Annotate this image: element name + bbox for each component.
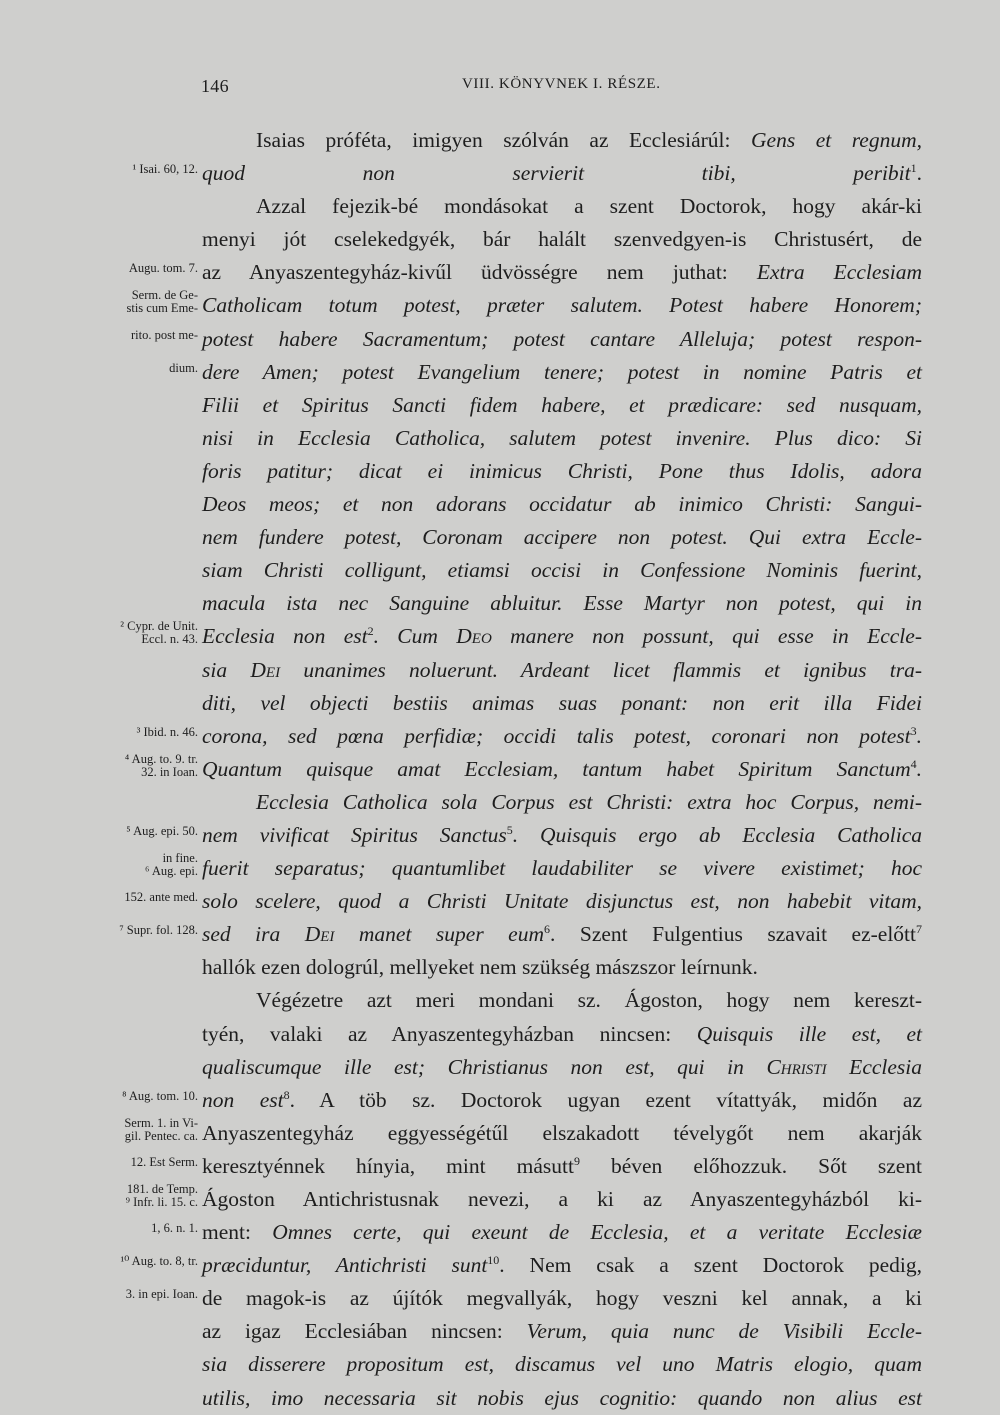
- text-run: nem fundere potest, Coronam accipere non potest. Qui extra Eccle-: [202, 525, 922, 550]
- text-line: [202, 488, 922, 521]
- line-content: [202, 654, 922, 687]
- text-run: siam Christi colligunt, etiamsi occisi in Confessione Nominis fuerint,: [202, 558, 922, 583]
- text-line: [122, 1084, 922, 1117]
- text-run: Ecclesia: [826, 1054, 923, 1079]
- text-line: [202, 1315, 922, 1348]
- text-line: [125, 1182, 922, 1216]
- text-run: sia: [202, 657, 251, 682]
- text-line: [202, 455, 922, 488]
- line-content: [202, 323, 922, 356]
- line-content: [202, 157, 922, 190]
- text-line: [202, 1018, 922, 1051]
- text-line: [202, 984, 922, 1017]
- text-line: [119, 918, 923, 951]
- line-content: [202, 587, 922, 620]
- text-line: [202, 654, 922, 687]
- line-content: [202, 455, 922, 488]
- text-run: corona, sed pœna perfidiæ; occidi talis potest, coronari non potest: [202, 723, 911, 748]
- line-content: [202, 951, 758, 984]
- line-content: [202, 1018, 922, 1051]
- text-line: [128, 256, 922, 289]
- text-run: quod non servierit tibi, peribit: [202, 161, 911, 186]
- footnote-ref: 2: [367, 624, 374, 639]
- text-line: [130, 1150, 922, 1183]
- text-line: [202, 223, 922, 256]
- text-run: tyén, valaki az Anyaszentegyházban nincsen:: [202, 1021, 697, 1046]
- running-title: VIII. KÖNYVNEK I. RÉSZE.: [462, 76, 661, 92]
- line-content: [202, 720, 922, 753]
- text-line: [202, 1382, 922, 1415]
- text-line: [202, 786, 922, 819]
- margin-note: 12. Est Serm.: [130, 1154, 198, 1169]
- text-line: [202, 124, 922, 157]
- line-content: [202, 1117, 922, 1150]
- text-run: utilis, imo necessaria sit nobis ejus cognitio: quando non alius est: [202, 1385, 922, 1410]
- line-content: [202, 124, 922, 157]
- footnote-ref: 8: [283, 1087, 290, 1102]
- text-run: solo scelere, quod a Christi Unitate disjunctus est, non habebit vitam,: [202, 889, 922, 914]
- text-run: nisi in Ecclesia Catholica, salutem potest invenire. Plus dico: Si: [202, 425, 922, 450]
- text-line: [132, 157, 922, 190]
- line-content: [202, 687, 922, 720]
- text-line: [202, 389, 922, 422]
- footnote-ref: 6: [544, 922, 550, 937]
- text-line: [202, 190, 922, 223]
- line-content: [202, 1382, 922, 1415]
- text-line: [124, 1115, 922, 1150]
- text-line: [124, 751, 922, 786]
- text-run: béven előhozzuk. Sőt szent: [579, 1153, 922, 1178]
- line-content: [202, 1150, 922, 1183]
- text-line: [136, 720, 922, 753]
- line-content: [202, 984, 922, 1017]
- text-run: Dei: [250, 657, 281, 682]
- line-content: [202, 1315, 922, 1348]
- text-line: [120, 619, 922, 653]
- text-run: . Quisquis ergo ab Ecclesia Catholica: [512, 822, 922, 847]
- margin-note: rito. post me-: [130, 327, 198, 342]
- line-content: [202, 1249, 922, 1282]
- text-run: Christi: [766, 1054, 827, 1079]
- text-run: .: [916, 161, 922, 186]
- margin-note: Augu. tom. 7.: [128, 261, 198, 276]
- text-run: fuerit separatus; quantumlibet laudabiliter se vivere existimet; hoc: [202, 856, 922, 881]
- text-run: az igaz Ecclesiában nincsen:: [202, 1319, 527, 1344]
- text-run: dere Amen; potest Evangelium tenere; potest in nomine Patris et: [202, 359, 922, 384]
- margin-note: ³ Ibid. n. 46.: [136, 724, 198, 739]
- text-run: Quantum quisque amat Ecclesiam, tantum habet Spiritum Sanctum: [202, 756, 911, 781]
- text-line: [202, 521, 922, 554]
- text-run: manet super eum: [334, 922, 544, 947]
- text-run: foris patitur; dicat ei inimicus Christi, Pone thus Idolis, adora: [202, 458, 922, 483]
- line-content: [202, 1084, 922, 1117]
- margin-note: ⁷ Supr. fol. 128.: [119, 923, 198, 938]
- line-content: [202, 852, 922, 885]
- margin-note: 181. de Temp. ⁹ Infr. li. 15. c.: [125, 1182, 198, 1209]
- footnote-ref: 3: [910, 723, 917, 738]
- line-content: [202, 190, 922, 223]
- text-run: unanimes noluerunt. Ardeant licet flammis et ignibus tra-: [280, 657, 923, 682]
- text-run: potest habere Sacramentum; potest cantare Alleluja; potest respon-: [202, 326, 922, 351]
- footnote-ref: 9: [573, 1153, 580, 1168]
- footnote-ref: 5: [506, 822, 513, 837]
- line-content: [202, 753, 922, 786]
- text-line: [202, 422, 922, 455]
- text-run: qualiscumque ille est; Christianus non est, qui in: [202, 1054, 767, 1079]
- footnote-ref: 7: [916, 922, 923, 937]
- text-run: Gens et regnum,: [751, 128, 922, 152]
- text-run: diti, vel objecti bestiis animas suas ponant: non erit illa Fidei: [202, 690, 922, 715]
- text-line: [202, 951, 922, 984]
- margin-note: ⁴ Aug. to. 9. tr. 32. in Ioan.: [124, 751, 198, 779]
- text-run: Deo: [456, 624, 492, 649]
- page-number: 146: [201, 76, 229, 96]
- text-run: az Anyaszentegyház-kivűl üdvösségre nem juthat:: [202, 260, 757, 285]
- line-content: [202, 885, 922, 918]
- text-line: [169, 356, 922, 389]
- text-run: manere non possunt, qui esse in Eccle-: [491, 624, 922, 649]
- line-content: [202, 1183, 922, 1216]
- line-content: [202, 786, 922, 819]
- body-text: [119, 124, 923, 1415]
- text-run: sed ira: [202, 922, 305, 947]
- margin-note: ² Cypr. de Unit. Eccl. n. 43.: [120, 619, 198, 647]
- margin-note: ⁵ Aug. epi. 50.: [126, 823, 198, 838]
- text-run: ment:: [202, 1220, 273, 1245]
- text-run: Végézetre azt meri mondani sz. Ágoston, hogy nem kereszt-: [256, 988, 922, 1013]
- text-line: [202, 554, 922, 587]
- text-run: sia disserere propositum est, discamus vel uno Matris elogio, quam: [202, 1352, 922, 1377]
- text-line: [202, 1348, 922, 1381]
- line-content: [202, 488, 922, 521]
- line-content: [202, 223, 922, 256]
- margin-note: ¹ Isai. 60, 12.: [132, 162, 198, 177]
- line-content: [202, 1348, 922, 1381]
- text-line: [126, 819, 922, 852]
- text-run: hallók ezen dologrúl, mellyeket nem szükség mászszor leírnunk.: [202, 955, 758, 980]
- margin-note: 3. in epi. Ioan.: [125, 1287, 198, 1302]
- text-run: Extra Ecclesiam: [756, 260, 922, 285]
- text-line: [126, 288, 922, 322]
- text-line: [202, 587, 922, 620]
- text-run: Deos meos; et non adorans occidatur ab inimico Christi: Sangui-: [202, 492, 922, 517]
- text-line: [151, 1216, 922, 1249]
- line-content: [202, 356, 922, 389]
- text-run: Ecclesia non est: [202, 624, 368, 649]
- text-line: [130, 323, 922, 356]
- line-content: [202, 918, 922, 951]
- text-line: [125, 1282, 922, 1315]
- line-content: [202, 521, 922, 554]
- text-run: Dei: [304, 922, 335, 947]
- text-run: Azzal fejezik-bé mondásokat a szent Doctorok, hogy akár-ki: [256, 194, 922, 219]
- text-run: macula ista nec Sanguine abluitur. Esse Martyr non potest, qui in: [202, 591, 922, 616]
- text-run: . Szent Fulgentius szavait ez-előtt: [550, 922, 917, 947]
- text-run: Omnes certe, qui exeunt de Ecclesia, et a veritate Ecclesiæ: [272, 1220, 922, 1245]
- text-run: Quisquis ille est, et: [696, 1021, 923, 1046]
- margin-note: 1, 6. n. 1.: [151, 1221, 198, 1236]
- text-line: [202, 1051, 922, 1084]
- line-content: [202, 1282, 922, 1315]
- footnote-ref: 4: [910, 756, 917, 771]
- text-line: [145, 851, 922, 885]
- text-run: . Cum: [373, 624, 457, 649]
- margin-note: Serm. de Ge- stis cum Eme-: [126, 288, 198, 316]
- line-content: [202, 389, 922, 422]
- footnote-ref: 10: [487, 1253, 500, 1268]
- line-content: [202, 620, 922, 653]
- text-run: Catholicam totum potest, præter salutem. Potest habere Honorem;: [202, 293, 922, 318]
- text-run: de magok-is az újítók megvallyák, hogy veszni kel annak, a ki: [202, 1286, 922, 1311]
- line-content: [202, 256, 922, 289]
- text-run: . A töb sz. Doctorok ugyan ezent vítattyák, midőn az: [289, 1087, 922, 1112]
- text-run: menyi jót cselekedgyék, bár halált szenvedgyen-is Christusért, de: [202, 227, 922, 252]
- text-run: keresztyénnek hínyia, mint másutt: [202, 1153, 574, 1178]
- text-line: [202, 687, 922, 720]
- text-run: nem vivificat Spiritus Sanctus: [202, 822, 507, 847]
- line-content: [202, 554, 922, 587]
- text-run: Filii et Spiritus Sancti fidem habere, et prædicare: sed nusquam,: [202, 392, 922, 417]
- line-content: [202, 819, 922, 852]
- margin-note: dium.: [169, 360, 198, 375]
- text-run: Ecclesia Catholica sola Corpus est Christi: extra hoc Corpus, nemi-: [256, 789, 922, 814]
- line-content: [202, 289, 922, 322]
- margin-note: in fine. ⁶ Aug. epi.: [145, 851, 198, 879]
- margin-note: ⁸ Aug. tom. 10.: [122, 1088, 198, 1103]
- margin-note: ¹⁰ Aug. to. 8, tr.: [120, 1254, 198, 1269]
- margin-note: Serm. 1. in Vi- gil. Pentec. ca.: [124, 1115, 198, 1143]
- text-run: Isaias próféta, imigyen szólván az Ecclesiárúl:: [256, 128, 751, 152]
- text-run: .: [916, 756, 922, 781]
- text-run: præciduntur, Antichristi sunt: [202, 1253, 488, 1278]
- margin-note: 152. ante med.: [124, 890, 198, 905]
- text-line: [120, 1249, 922, 1282]
- text-run: . Nem csak a szent Doctorok pedig,: [499, 1253, 922, 1278]
- line-content: [202, 1051, 922, 1084]
- footnote-ref: 1: [910, 160, 917, 175]
- text-line: [124, 885, 922, 918]
- text-run: Anyaszentegyház eggyességétűl elszakadott tévelygőt nem akarják: [202, 1120, 922, 1145]
- text-run: Ágoston Antichristusnak nevezi, a ki az Anyaszentegyházból ki-: [202, 1187, 922, 1211]
- line-content: [202, 1216, 922, 1249]
- line-content: [202, 422, 922, 455]
- text-run: Verum, quia nunc de Visibili Eccle-: [526, 1319, 922, 1344]
- text-run: .: [916, 723, 922, 748]
- text-run: non est: [202, 1087, 284, 1112]
